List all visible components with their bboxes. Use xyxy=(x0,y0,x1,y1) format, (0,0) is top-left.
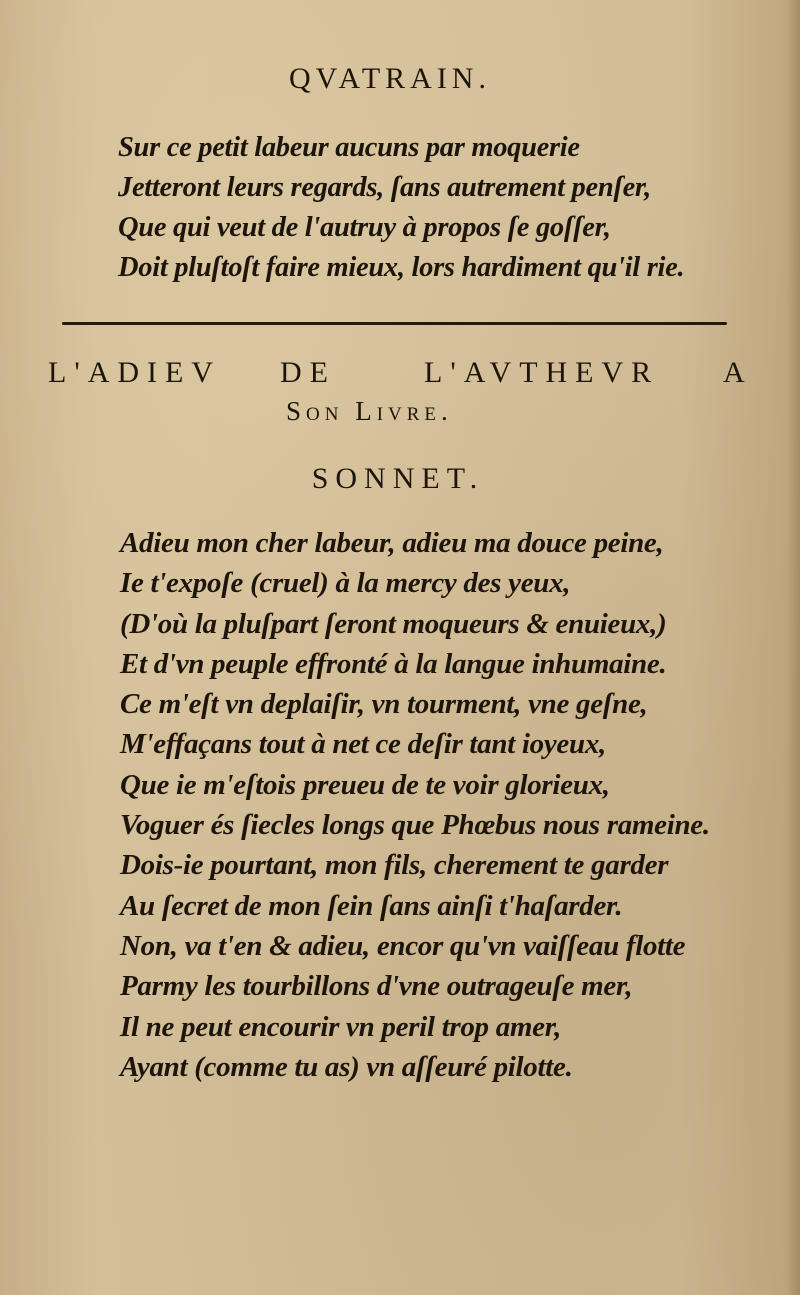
heading-word: L'ADIEV xyxy=(48,356,222,389)
sonnet-verse xyxy=(120,523,780,1087)
quatrain-title: QVATRAIN. xyxy=(289,62,491,95)
quatrain-verse xyxy=(118,128,778,288)
heading-word: DE xyxy=(280,356,336,389)
verse-line: Adieu mon cher labeur, adieu ma douce peine, xyxy=(120,527,664,559)
verse-line: Jetteront leurs regards, ſans autrement penſer, xyxy=(118,172,651,203)
verse-line: (D'où la pluſpart ſeront moqueurs & enuieux,) xyxy=(120,607,667,640)
verse-line: Sur ce petit labeur aucuns par moquerie xyxy=(118,132,580,163)
verse-line: Au ſecret de mon ſein ſans ainſi t'haſarder. xyxy=(120,889,623,922)
horizontal-rule xyxy=(62,322,727,325)
verse-line: Ayant (comme tu as) vn aſſeuré pilotte. xyxy=(120,1050,573,1083)
verse-line: Parmy les tourbillons d'vne outrageuſe mer, xyxy=(120,970,633,1003)
verse-line: Et d'vn peuple effronté à la langue inhumaine. xyxy=(120,647,667,680)
sonnet-title: SONNET. xyxy=(311,462,485,495)
verse-line: M'effaçans tout à net ce deſir tant ioyeux, xyxy=(120,728,606,761)
verse-line: Non, va t'en & adieu, encor qu'vn vaiſſeau flotte xyxy=(120,929,686,962)
verse-line: Voguer és ſiecles longs que Phœbus nous rameine. xyxy=(120,809,710,842)
page-edge-shadow xyxy=(786,0,800,1295)
verse-line: Dois-ie pourtant, mon fils, cherement te garder xyxy=(120,849,669,882)
verse-line: Que ie m'eſtois preueu de te voir glorieux, xyxy=(120,768,610,801)
heading-word: L'AVTHEVR xyxy=(424,356,660,389)
verse-line: Ce m'eſt vn deplaiſir, vn tourment, vne geſne, xyxy=(120,688,648,721)
section-subheading: Son Livre. xyxy=(286,396,453,426)
verse-line: Il ne peut encourir vn peril trop amer, xyxy=(120,1010,562,1043)
verse-line: Doit pluſtoſt faire mieux, lors hardiment qu'il rie. xyxy=(118,252,685,283)
verse-line: Que qui veut de l'autruy à propos ſe goſſer, xyxy=(118,212,611,243)
heading-word: A xyxy=(723,356,753,389)
verse-line: Ie t'expoſe (cruel) à la mercy des yeux, xyxy=(120,567,571,600)
